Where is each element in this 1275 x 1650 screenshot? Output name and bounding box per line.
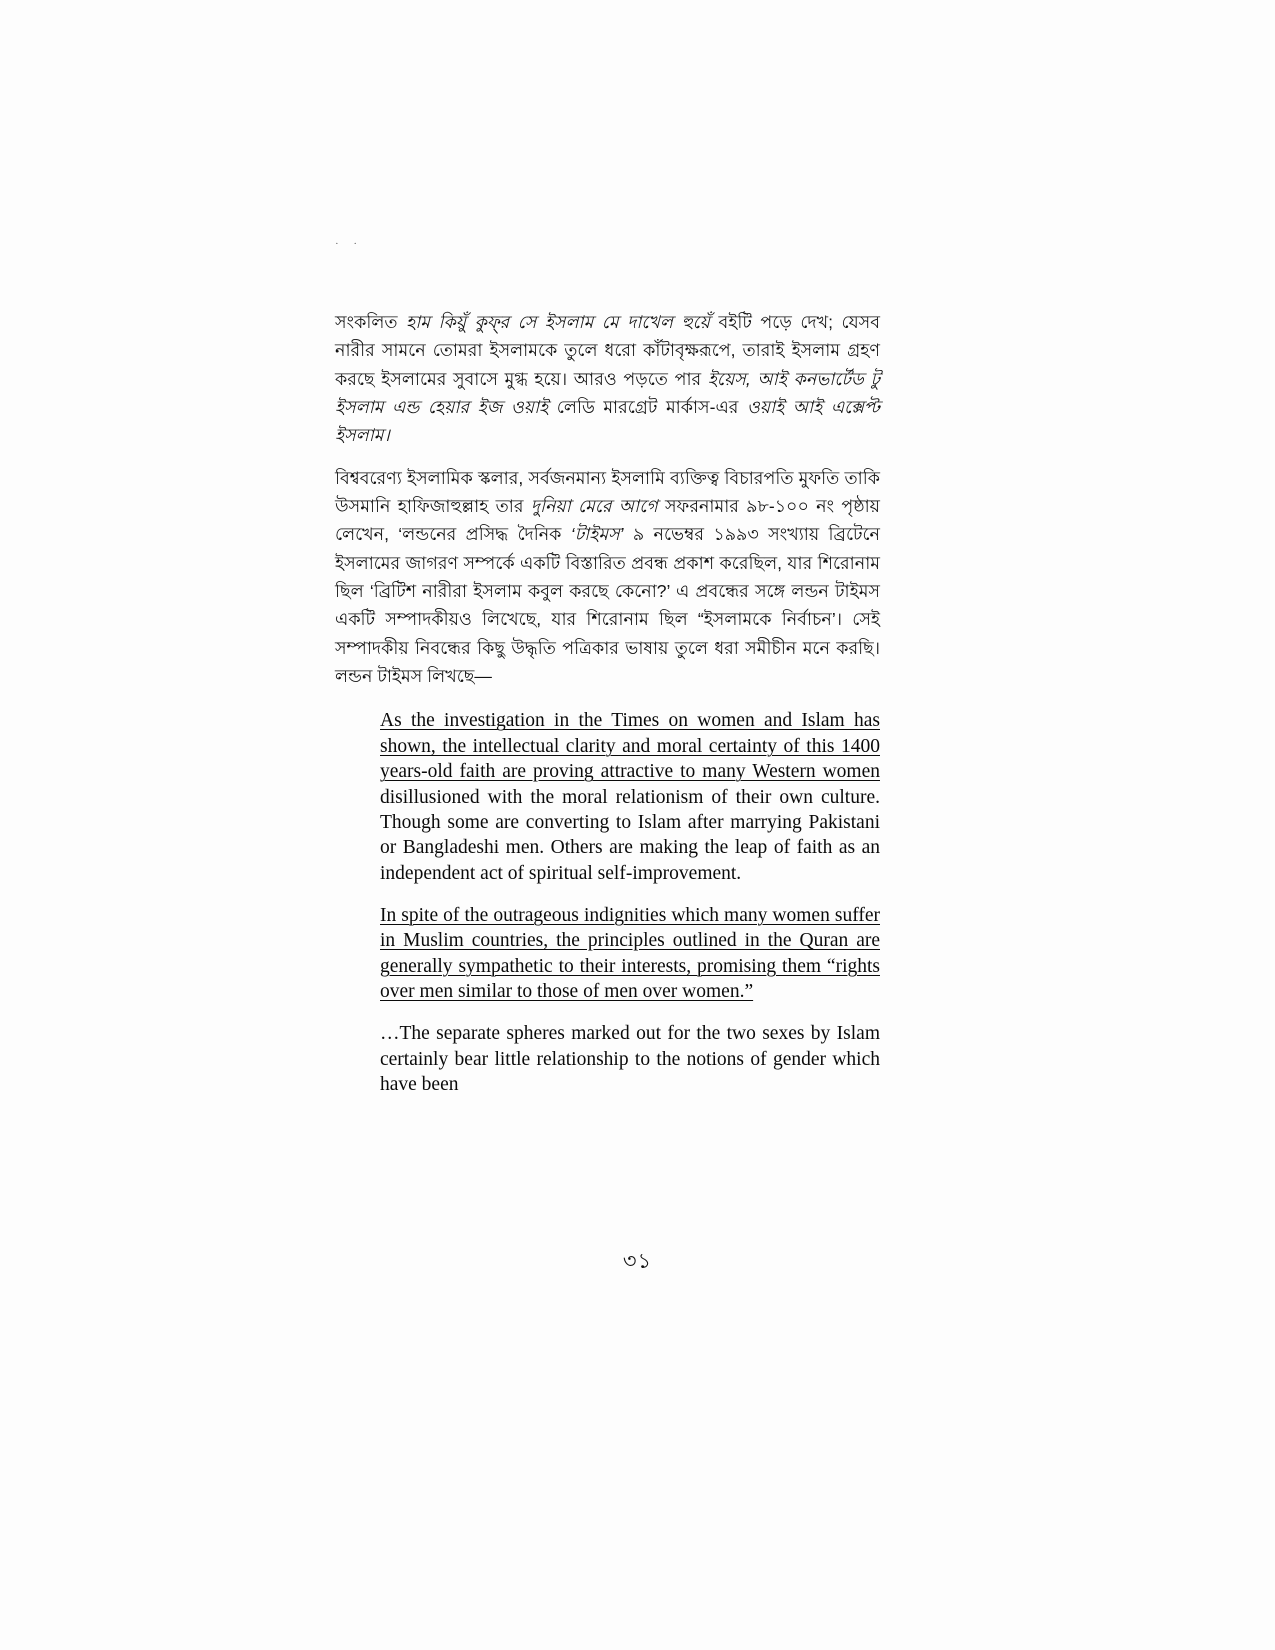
corner-mark: · · (335, 238, 364, 250)
bn1-seg5: লেডি মারগ্রেট মার্কাস-এর (548, 397, 747, 418)
bengali-paragraph-2 (335, 464, 880, 691)
page-content-column (335, 230, 880, 1114)
quote-3-rest: …The separate spheres marked out for the two sexes by Islam certainly bear little relationship to the notions of gender which have been (380, 1023, 880, 1095)
bn2-seg2-italic: দুনিয়া মেরে আগে (530, 496, 658, 517)
bengali-paragraph-1 (335, 308, 880, 450)
bn1-seg4-italic: ইয়েস, আই কনভার্টেড টু ইসলাম এন্ড হেয়ার ইজ ওয়াই (335, 368, 880, 418)
page-number-value: ৩১ (622, 1250, 653, 1273)
english-quote-block (380, 708, 880, 1097)
bn2-seg4-italic: ‘টাইমস’ (570, 524, 624, 545)
bn2-seg5: ৯ নভেম্বর ১৯৯৩ সংখ্যায় ব্রিটেনে ইসলামের জাগরণ সম্পর্কে একটি বিস্তারিত প্রবন্ধ প্রকাশ করেছিল, যার শিরোনাম ছিল ‘ব্রিটিশ নারীরা ইসলাম কবুল করছে কেনো?’ এ প্রবন্ধের সঙ্গে লন্ডন টাইমস একটি সম্পাদকীয়ও লিখেছে, যার শিরোনাম ছিল “ইসলামকে নির্বাচন’। সেই সম্পাদকীয় নিবন্ধের কিছু উদ্ধৃতি পত্রিকার ভাষায় তুলে ধরা সমীচীন মনে করছি। লন্ডন টাইমস লিখছে— (335, 524, 880, 687)
bn1-seg2-italic: হাম কিয়ুঁ কুফ্‌র সে ইসলাম মে দাখেল হুয়েঁ (406, 312, 710, 332)
quote-1-underlined: As the investigation in the Times on women and Islam has shown, the intellectual clarity and moral certainty of this 1400 years-old faith are proving attractive to many Western women (380, 710, 880, 783)
quote-paragraph-2 (380, 903, 880, 1004)
page-number (0, 1245, 1275, 1280)
bn1-seg6-italic: ওয়াই আই এক্সেপ্ট ইসলাম। (335, 397, 880, 446)
bn2-seg3: সফরনামার ৯৮-১০০ নং পৃষ্ঠায় লেখেন, ‘লন্ডনের প্রসিদ্ধ দৈনিক (335, 496, 880, 545)
quote-paragraph-3 (380, 1021, 880, 1097)
quote-1-rest: disillusioned with the moral relationism of their own culture. Though some are converting to Islam after marrying Pakistani or Bangladeshi men. Others are making the leap of faith as an independent act of spiritual self-improvement. (380, 786, 880, 884)
bn2-seg1: বিশ্ববরেণ্য ইসলামিক স্কলার, সর্বজনমান্য ইসলামি ব্যক্তিত্ব বিচারপতি মুফতি তাকি উসমানি হাফিজাহুল্লাহ তার (335, 467, 880, 517)
bn1-seg3: বইটি পড়ে দেখ; যেসব নারীর সামনে তোমরা ইসলামকে তুলে ধরো কাঁটাবৃক্ষরূপে, তারাই ইসলাম গ্রহণ করছে ইসলামের সুবাসে মুগ্ধ হয়ে। আরও পড়তে পার (335, 312, 880, 389)
quote-2-underlined: In spite of the outrageous indignities which many women suffer in Muslim countries, the principles outlined in the Quran are generally sympathetic to their interests, promising them “rights over men similar to those of men over women.” (380, 904, 880, 1002)
quote-paragraph-1 (380, 708, 880, 885)
bn1-seg1: সংকলিত (335, 312, 407, 332)
